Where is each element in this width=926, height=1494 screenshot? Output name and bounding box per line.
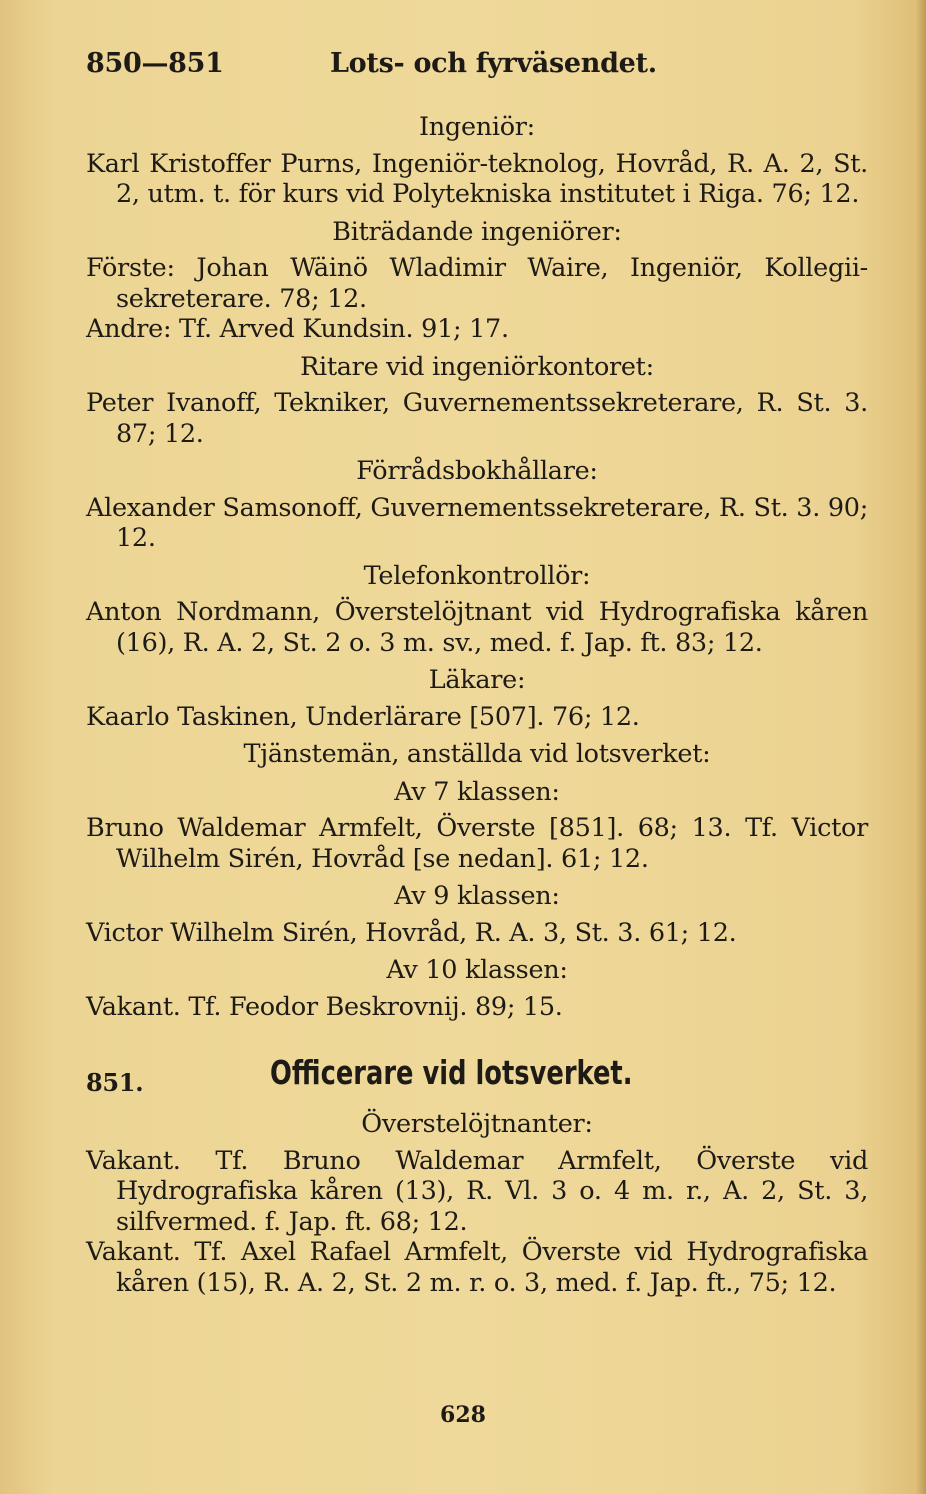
heading-overstelojtnanter: Överstelöjtnanter: (361, 1109, 593, 1139)
entry-samsonoff: Alexander Samsonoff, Guvernementssekreterare, R. St. 3. 90; 12. (86, 492, 868, 553)
chapter-title: Lots- och fyrväsendet. (330, 48, 657, 79)
heading-lakare: Läkare: (428, 665, 526, 695)
page-range: 850—851 (86, 48, 224, 79)
entry-nordmann: Anton Nordmann, Överstelöjtnant vid Hydrografiska kåren (16), R. A. 2, St. 2 o. 3 m. sv., med. f. Jap. ft. 83; 12. (86, 597, 868, 658)
entry-siren: Victor Wilhelm Sirén, Hovråd, R. A. 3, St. 3. 61; 12. (86, 917, 737, 948)
entry-ivanoff: Peter Ivanoff, Tekniker, Guvernementssekreterare, R. St. 3. 87; 12. (86, 388, 868, 449)
section-title: Officerare vid lotsverket. (270, 1053, 633, 1092)
page-edge-shadow (916, 0, 926, 1494)
heading-av9: Av 9 klassen: (394, 881, 560, 911)
entry-armfelt-bruno: Bruno Waldemar Armfelt, Överste [851]. 68; 13. Tf. Victor Wilhelm Sirén, Hovråd [se nedan]. 61; 12. (86, 813, 868, 874)
entry-andre: Andre: Tf. Arved Kundsin. 91; 17. (86, 314, 509, 344)
entry-forste: Förste: Johan Wäinö Wladimir Waire, Ingeniör, Kollegii-sekreterare. 78; 12. (86, 253, 868, 314)
heading-ingenior: Ingeniör: (419, 112, 535, 142)
entry-beskrovnij: Vakant. Tf. Feodor Beskrovnij. 89; 15. (86, 991, 563, 1022)
entry-vakant-bruno: Vakant. Tf. Bruno Waldemar Armfelt, Överste vid Hydrografiska kåren (13), R. Vl. 3 o. 4 m. r., A. 2, St. 3, silfvermed. f. Jap. ft. 68; 12. (86, 1145, 868, 1237)
heading-ritare: Ritare vid ingeniörkontoret: (300, 351, 654, 382)
entry-taskinen: Kaarlo Taskinen, Underlärare [507]. 76; 12. (86, 701, 640, 732)
entry-purns: Karl Kristoffer Purns, Ingeniör-teknolog, Hovråd, R. A. 2, St. 2, utm. t. för kurs vid Polytekniska institutet i Riga. 76; 12. (86, 148, 868, 209)
heading-telefonkontrollor: Telefonkontrollör: (363, 560, 591, 591)
heading-av10: Av 10 klassen: (386, 955, 568, 985)
heading-av7: Av 7 klassen: (394, 776, 560, 807)
heading-forradsbokhallare: Förrådsbokhållare: (356, 456, 598, 486)
page-number: 628 (440, 1402, 486, 1428)
heading-tjansteman: Tjänstemän, anställda vid lotsverket: (243, 739, 711, 769)
running-header (86, 48, 866, 88)
page-body (86, 112, 868, 1298)
section-header (86, 1053, 868, 1102)
entry-vakant-axel: Vakant. Tf. Axel Rafael Armfelt, Överste vid Hydrografiska kåren (15), R. A. 2, St. 2 m. r. o. 3, med. f. Jap. ft., 75; 12. (86, 1237, 868, 1298)
section-number: 851. (86, 1068, 144, 1097)
heading-bitradande: Biträdande ingeniörer: (332, 216, 622, 247)
